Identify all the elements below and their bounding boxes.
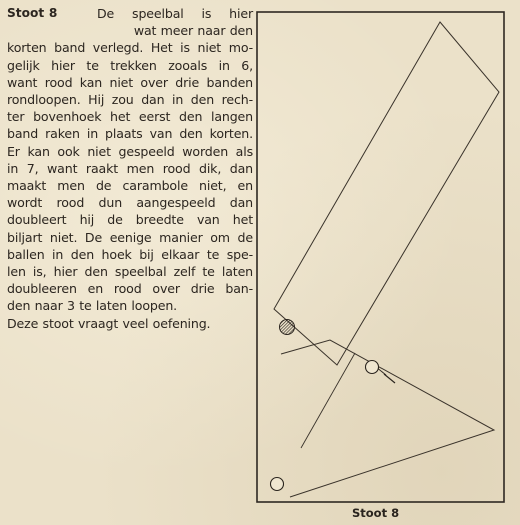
intro-line: wat meer naar den [133, 23, 253, 39]
table-cushion-border [257, 12, 504, 502]
body-line: wordt rood dun aangespeeld dan [7, 195, 253, 211]
body-line: biljart niet. De eenige manier om de [7, 229, 253, 245]
shot-number-heading: Stoot 8 [7, 6, 58, 20]
body-line: den naar 3 te laten loopen. [7, 298, 178, 314]
body-line: len is, hier den speelbal zelf te laten [7, 264, 253, 280]
body-line: in 7, want raakt men rood dik, dan [7, 160, 253, 176]
body-line: doubleeren en rood over drie ban- [7, 281, 253, 297]
object-ball-path-top [281, 340, 494, 497]
body-line: doubleert hij de breedte van het [7, 212, 253, 228]
body-line: band raken in plaats van den korten. [7, 126, 253, 142]
cue-ball-path [274, 22, 499, 365]
body-line: maakt men de carambole niet, en [7, 178, 253, 194]
body-line: rondloopen. Hij zou dan in den rech- [7, 92, 253, 107]
cue-ball-icon [366, 361, 379, 374]
body-line: ter bovenhoek het eerst den langen [7, 109, 253, 125]
figure-caption: Stoot 8 [352, 506, 400, 520]
red-ball-icon [280, 320, 295, 335]
body-line: gelijk hier te trekken zooals in 6, [7, 57, 253, 73]
body-line: ballen in den hoek bij elkaar te spe- [7, 246, 253, 262]
intro-line: De speelbal is hier [97, 6, 253, 21]
closing-remark: Deze stoot vraagt veel oefening. [7, 315, 211, 331]
body-line: korten band verlegd. Het is niet mo- [7, 40, 253, 56]
red-ball-path [301, 353, 355, 448]
body-line: Er kan ook niet gespeeld worden als [7, 143, 253, 159]
cue-stick-mark [384, 374, 395, 383]
third-ball-icon [271, 478, 284, 491]
body-line: want rood kan niet over drie banden [7, 74, 253, 90]
